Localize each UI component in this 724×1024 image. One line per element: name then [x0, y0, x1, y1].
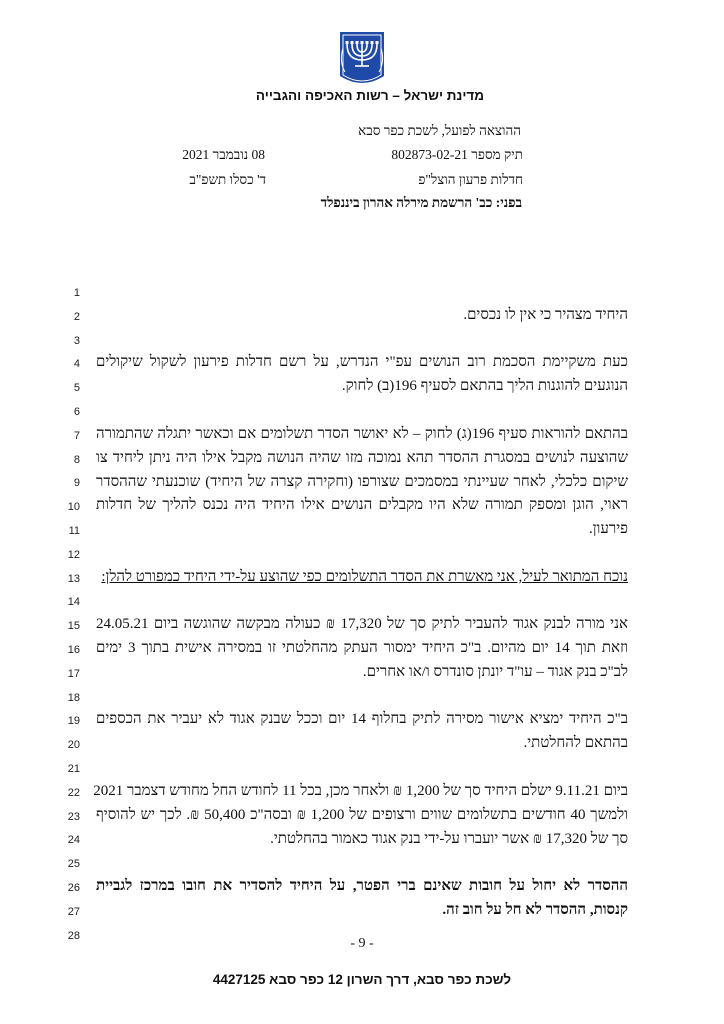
line-number: 2 [73, 311, 80, 323]
date-gregorian: 08 נובמבר 2021 [182, 147, 265, 162]
paragraph-creditors-consent [96, 351, 628, 399]
paragraph-payments-schedule [93, 780, 628, 851]
line-number: 11 [68, 525, 80, 537]
text-line: ראוי, הוגן ומספק תמורה שלא היו מקבלים הנושים אילו היחיד היה נכנס להליך של חדלות [96, 497, 628, 514]
line-number: 24 [67, 834, 80, 846]
office-name: ההוצאה לפועל, לשכת כפר סבא [358, 123, 521, 138]
text-line: ב"כ היחיד ימציא אישור מסירה לתיק בחלוף 14 יום וככל שבנק אגוד לא יעביר את הכספים [96, 711, 628, 727]
paragraph-no-assets [96, 304, 628, 328]
state-emblem [337, 30, 387, 88]
line-number: 19 [67, 715, 80, 727]
text-line: קנסות, ההסדר לא חל על חוב זה. [442, 901, 628, 918]
line-number: 28 [67, 930, 80, 942]
line-number: 3 [73, 335, 80, 347]
line-number: 13 [67, 573, 80, 585]
line-number: 22 [67, 787, 80, 799]
line-number: 23 [67, 811, 80, 823]
text-line: וזאת תוך 14 יום מהיום. ב"כ היחיד ימסור העתק מהחלטתי זו במסירה אישית בתוך 3 ימים [96, 639, 628, 656]
text-line: נוכח המתואר לעיל, אני מאשרת את הסדר התשלומים כפי שהוצע על-ידי היחיד כמפורט להלן: [101, 569, 628, 585]
line-number: 16 [67, 644, 80, 656]
footer-address: לשכת כפר סבא, דרך השרון 12 כפר סבא 4427125 [212, 972, 512, 987]
text-line: ולמשך 40 חודשים בתשלומים שווים ורצופים של 1,200 ₪ ובסה"כ 50,400 ₪. לכך יש להוסיף [96, 806, 628, 823]
line-number: 8 [73, 454, 80, 466]
paragraph-approval [96, 566, 628, 590]
text-line: ביום 9.11.21 ישלם היחיד סך של 1,200 ₪ ולאחר מכן, בכל 11 לחודש החל מחודש דצמבר 2021 [93, 783, 628, 799]
text-line: הנוגעים להוגנות הליך בהתאם לסעיף 196(ב) לחוק. [341, 377, 628, 394]
text-line: בהתאם להחלטתי. [523, 734, 628, 751]
paragraph-bank-transfer [96, 613, 628, 684]
paragraph-exclusions [96, 875, 628, 923]
text-line: כעת משקיימת הסכמת רוב הנושים עפ"י הנדרש, על רשם חדלות פירעון לשקול שיקולים [96, 354, 628, 370]
line-number: 27 [67, 906, 80, 918]
text-line: ההסדר לא יחול על חובות שאינם ברי הפטר, על היחיד להסדיר את חובו במרכז לגביית [96, 878, 628, 894]
line-number: 17 [67, 668, 80, 680]
text-line: שהוצעה לנושים במסגרת ההסדר תהא נמוכה מזו שהיה הנושה מקבל אילו היה ניתן ליחיד צו [96, 449, 628, 466]
case-type: חדלות פרעון הוצל"פ [418, 172, 523, 187]
case-number: תיק מספר 802873-02-21 [391, 147, 523, 162]
line-number: 1 [73, 287, 80, 299]
line-number: 18 [67, 692, 80, 704]
judge-line: בפני: כב' הרשמת מירלה אהרון ביננפלד [320, 195, 522, 210]
line-number: 4 [73, 358, 80, 370]
text-line: סך של 17,320 ₪ אשר יועברו על-ידי בנק אגוד כאמור בהחלטתי. [270, 830, 628, 847]
page-number: - 9 - [350, 936, 374, 951]
text-line: שיקום כלכלי, לאחר שעיינתי במסמכים שצורפו (וחקירה קצרה של היחיד) שוכנעתי שההסדר [96, 473, 628, 490]
text-line: היחיד מצהיר כי אין לו נכסים. [463, 307, 628, 323]
line-number: 14 [67, 596, 80, 608]
line-number: 21 [67, 763, 80, 775]
text-line: לב"כ בנק אגוד – עו"ד יונתן סונדרס ו/או אחרים. [362, 663, 628, 680]
line-number: 10 [67, 501, 80, 513]
line-number: 7 [73, 430, 80, 442]
text-line: פירעון. [588, 521, 628, 538]
text-line: בהתאם להוראות סעיף 196(ג) לחוק – לא יאושר הסדר תשלומים אם וכאשר יתגלה שהתמורה [96, 426, 628, 442]
agency-title: מדינת ישראל – רשות האכיפה והגבייה [255, 88, 485, 103]
line-number: 26 [67, 882, 80, 894]
line-number: 25 [67, 858, 80, 870]
line-number: 6 [73, 406, 80, 418]
line-number: 12 [67, 549, 80, 561]
line-number: 9 [73, 477, 80, 489]
text-line: אני מורה לבנק אגוד להעביר לתיק סך של 17,320 ₪ כעולה מבקשה שהוגשה ביום 24.05.21 [96, 616, 628, 632]
line-number: 15 [67, 620, 80, 632]
paragraph-section-196 [96, 423, 628, 542]
menorah-emblem-icon [337, 30, 387, 88]
date-hebrew: ד' כסלו תשפ"ב [189, 172, 266, 187]
line-number: 20 [67, 739, 80, 751]
paragraph-delivery-confirmation [96, 708, 628, 756]
line-number: 5 [73, 382, 80, 394]
